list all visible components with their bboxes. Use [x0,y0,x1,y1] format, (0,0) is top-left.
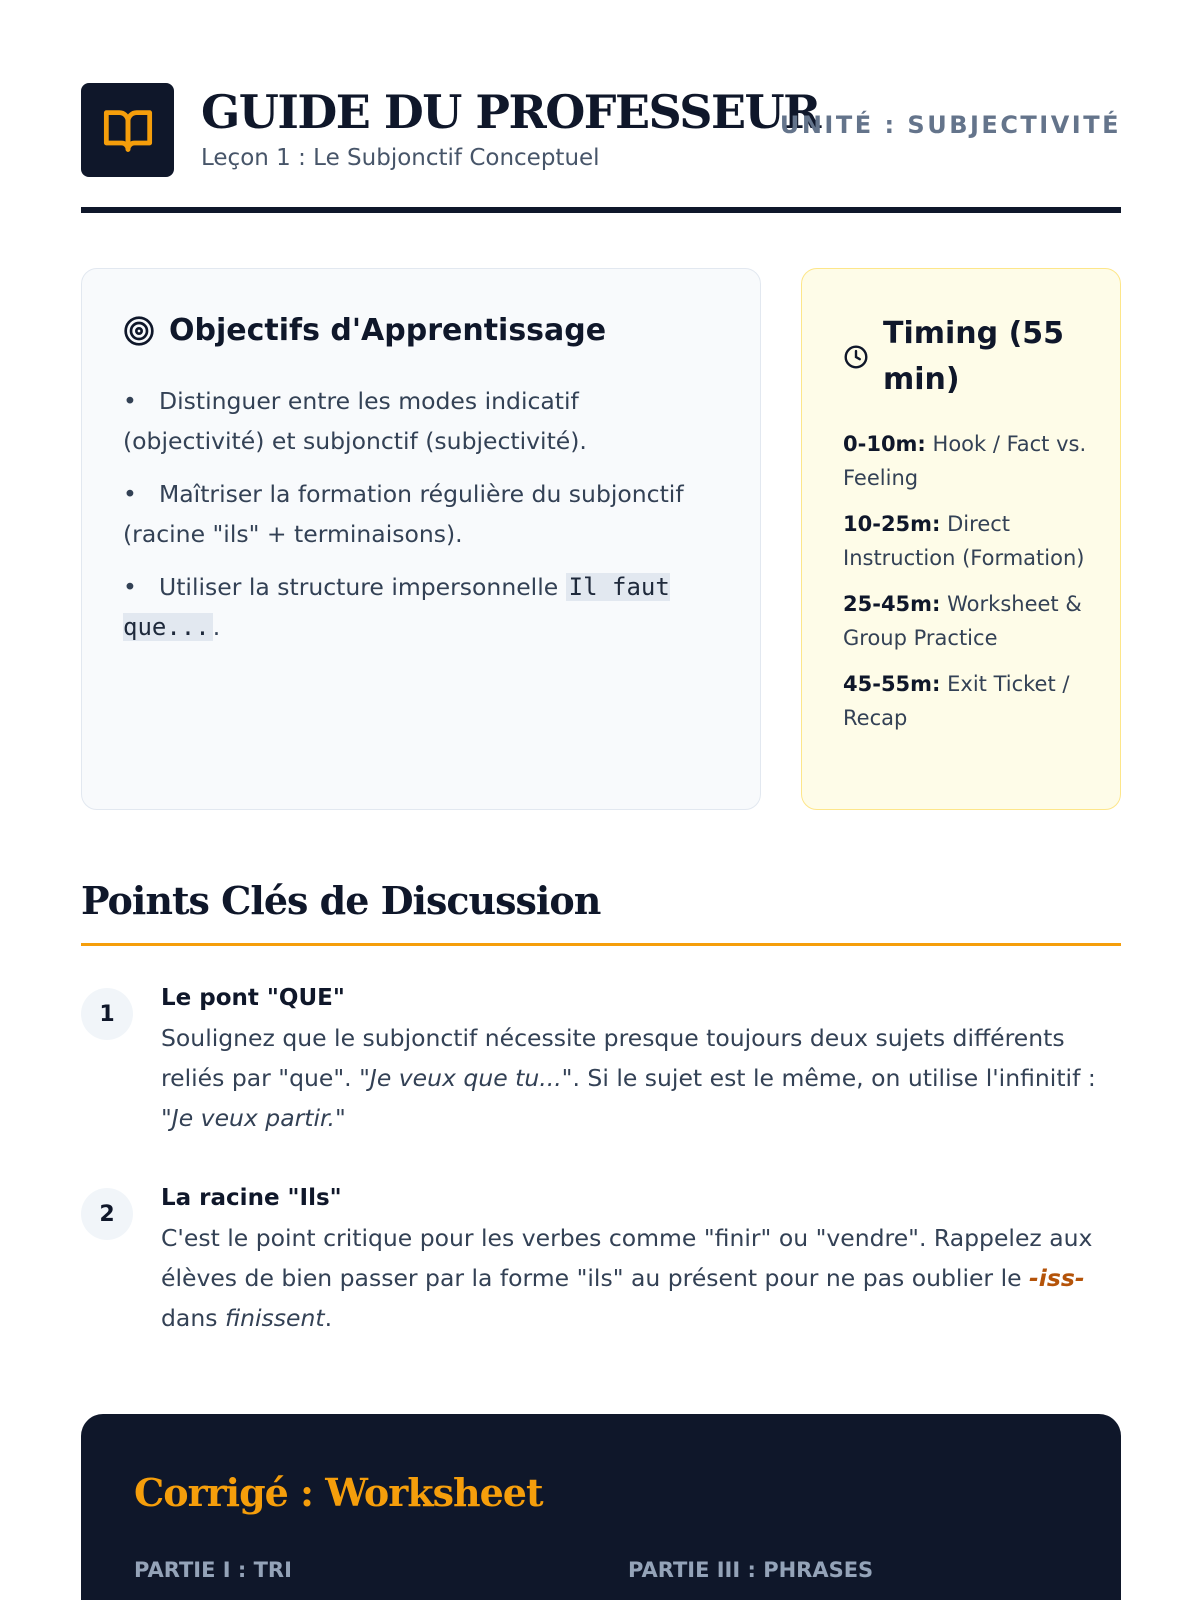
point-number-badge: 1 [81,988,133,1040]
point-body [161,978,1121,1138]
objectives-card [81,268,761,810]
timing-card [801,268,1121,810]
point-title: La racine "Ils" [161,1185,342,1211]
page-header [81,83,1121,211]
answer-key-column-1-label: PARTIE I : TRI [134,1558,292,1582]
unit-label: UNITÉ : SUBJECTIVITÉ [779,111,1121,139]
timing-item: 0-10m: Hook / Fact vs. Feeling [843,432,1087,490]
discussion-divider [81,943,1121,946]
list-item: •Maîtriser la formation régulière du subjonctif (racine "ils" + terminaisons). [123,474,723,554]
teacher-guide-page [81,0,1121,1600]
objectives-list [123,381,723,660]
timing-item: 25-45m: Worksheet & Group Practice [843,592,1082,650]
book-open-icon [102,104,154,156]
accent-text: -iss- [1029,1264,1085,1292]
list-item: •Distinguer entre les modes indicatif (objectivité) et subjonctif (subjectivité). [123,381,723,461]
point-number-badge: 2 [81,1188,133,1240]
discussion-heading: Points Clés de Discussion [81,878,601,923]
page-title: GUIDE DU PROFESSEUR [201,85,820,139]
clock-icon [843,344,869,370]
timing-item: 10-25m: Direct Instruction (Formation) [843,512,1085,570]
page-subtitle: Leçon 1 : Le Subjonctif Conceptuel [201,145,600,171]
timing-header [843,311,1083,403]
point-text: Soulignez que le subjonctif nécessite presque toujours deux sujets différents reliés par "que". "Je veux que tu...". Si le sujet est le même, on utilise l'infinitif : "Je veux partir." [161,1024,1096,1132]
objectives-heading: Objectifs d'Apprentissage [169,313,607,348]
timing-list [843,427,1103,747]
timing-item: 45-55m: Exit Ticket / Recap [843,672,1070,730]
answer-key-heading: Corrigé : Worksheet [134,1470,543,1515]
code-snippet: Il faut que... [123,573,670,641]
timing-heading: Timing (55 min) [883,316,1065,397]
logo-badge [81,83,174,177]
answer-key-panel [81,1414,1121,1600]
objectives-header [123,313,606,348]
list-item: •Utiliser la structure impersonnelle Il faut que... . [123,567,723,647]
point-title: Le pont "QUE" [161,985,345,1011]
header-divider [81,207,1121,213]
answer-key-column-2-label: PARTIE III : PHRASES [628,1558,874,1582]
point-body [161,1178,1121,1338]
target-icon [123,315,155,347]
point-text: C'est le point critique pour les verbes comme "finir" ou "vendre". Rappelez aux élèves de bien passer par la forme "ils" au présent pour ne pas oublier le -iss- dans finissent. [161,1224,1093,1332]
